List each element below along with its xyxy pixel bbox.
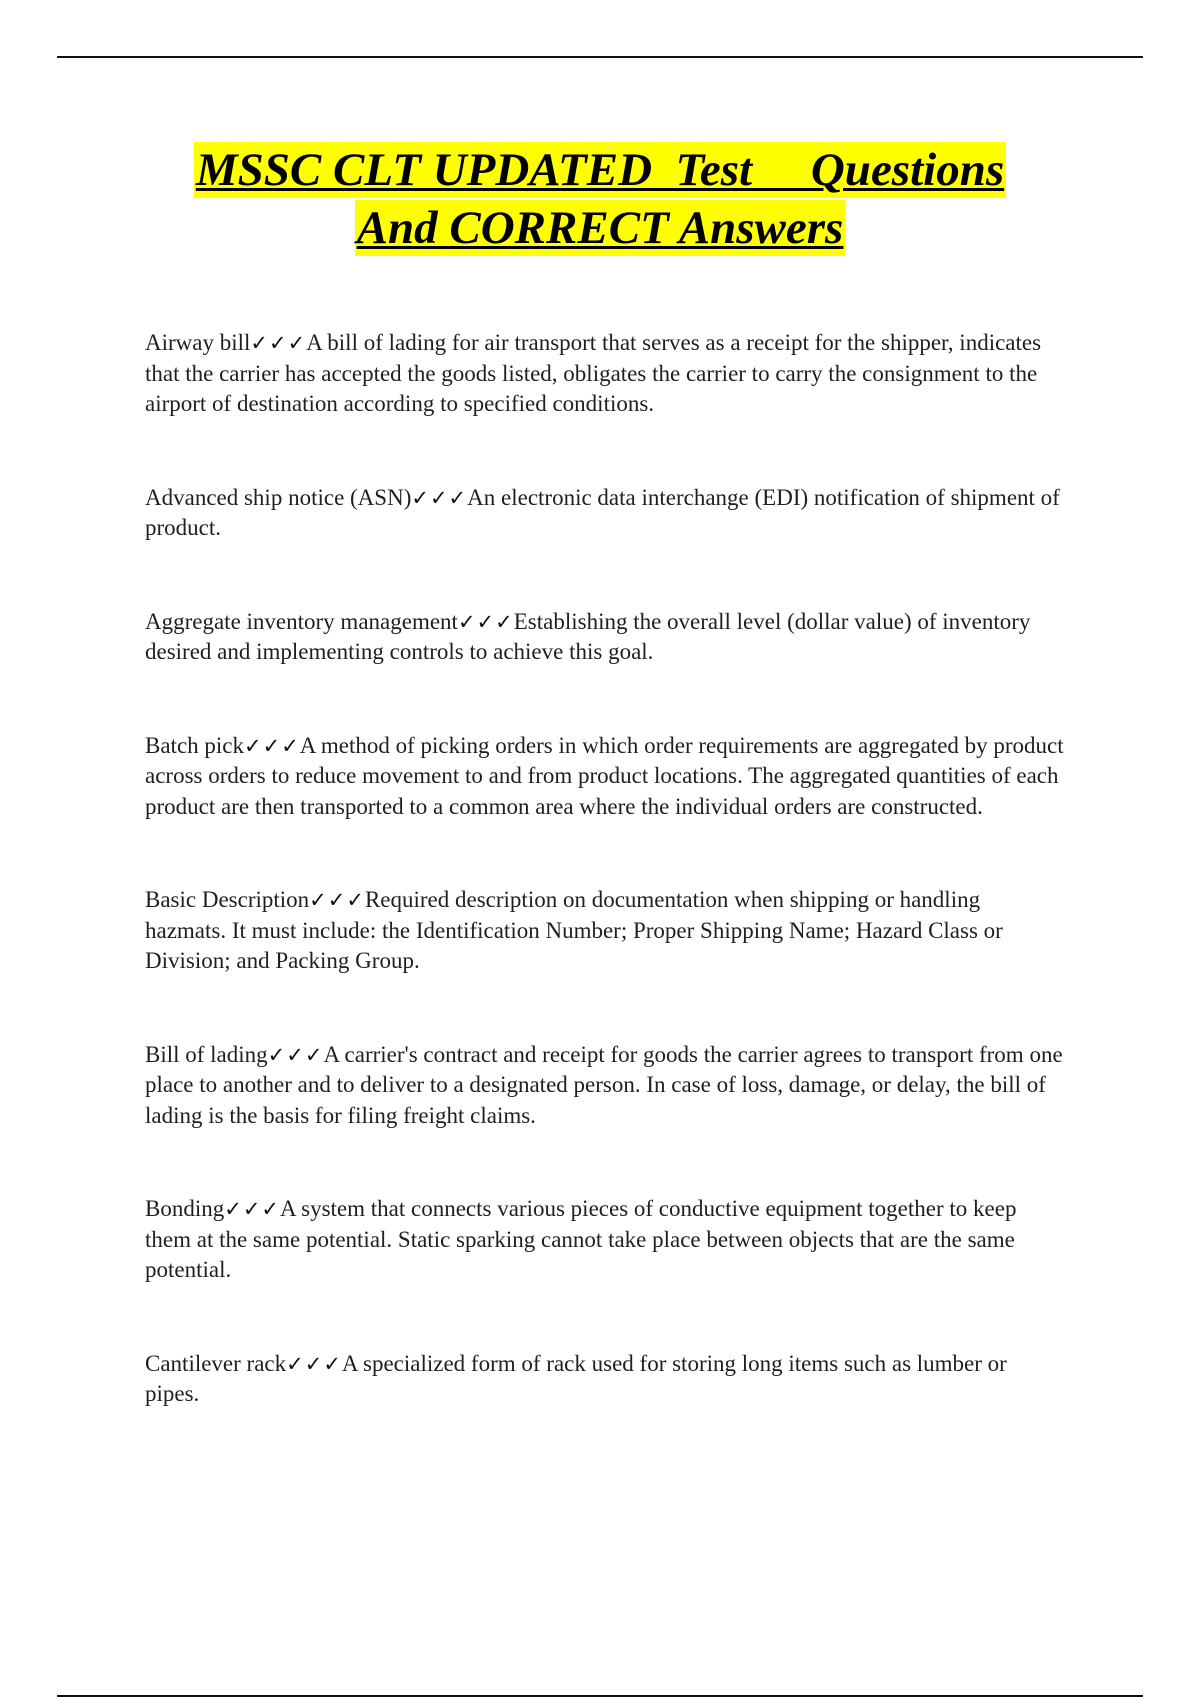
check-marks-icon: ✓✓✓ [244,733,300,758]
check-marks-icon: ✓✓✓ [250,331,307,355]
check-marks-icon: ✓✓✓ [286,1351,342,1376]
glossary-entry [145,483,1065,544]
glossary-entry [145,1040,1065,1132]
glossary-entry [145,731,1065,823]
check-marks-icon: ✓✓✓ [267,1042,324,1067]
glossary-entry [145,1349,1065,1410]
glossary-list [145,328,1065,1473]
entry-term: Batch pick [145,732,244,758]
check-marks-icon: ✓✓✓ [457,609,514,634]
check-marks-icon: ✓✓✓ [224,1197,281,1221]
entry-term: Advanced ship notice (ASN) [145,484,412,510]
document-title [0,142,1200,256]
entry-definition: Establishing the overall level (dollar value) of inventory desired and implementing controls to achieve this goal. [145,608,1031,664]
glossary-entry [145,1194,1065,1286]
entry-term: Airway bill [145,330,251,355]
glossary-entry [145,607,1065,668]
check-marks-icon: ✓✓✓ [309,888,365,912]
entry-term: Basic Description [145,887,310,912]
footer-rule [57,1695,1143,1697]
entry-definition: A specialized form of rack used for storing long items such as lumber or pipes. [145,1350,1007,1406]
title-line-2: And CORRECT Answers [356,202,844,254]
entry-definition: A method of picking orders in which order requirements are aggregated by product across orders to reduce movement to and from product locations. The aggregated quantities of each product are then transported to a common area where the individual orders are constructed. [145,732,1064,819]
entry-term: Bill of lading [145,1041,268,1067]
entry-definition: An electronic data interchange (EDI) notification of shipment of product. [145,484,1060,540]
title-line-1: MSSC CLT UPDATED Test Questions [195,144,1005,196]
entry-term: Cantilever rack [145,1350,287,1376]
entry-term: Bonding [145,1196,225,1221]
entry-definition: A carrier's contract and receipt for goods the carrier agrees to transport from one place to another and to deliver to a designated person. In case of loss, damage, or delay, the bill of lading is the basis for filing freight claims. [145,1041,1063,1128]
entry-definition: A system that connects various pieces of conductive equipment together to keep them at the same potential. Static sparking cannot take place between objects that are the same potential. [145,1196,1017,1282]
entry-term: Aggregate inventory management [145,608,458,634]
glossary-entry [145,328,1065,420]
entry-definition: A bill of lading for air transport that serves as a receipt for the shipper, indicates that the carrier has accepted the goods listed, obligates the carrier to carry the consignment to the airport of destination according to specified conditions. [145,330,1042,416]
glossary-entry [145,885,1065,977]
header-rule [57,56,1143,58]
check-marks-icon: ✓✓✓ [411,485,468,510]
entry-definition: Required description on documentation when shipping or handling hazmats. It must include: the Identification Number; Proper Shipping Name; Hazard Class or Division; and Packing Group. [145,887,1003,973]
